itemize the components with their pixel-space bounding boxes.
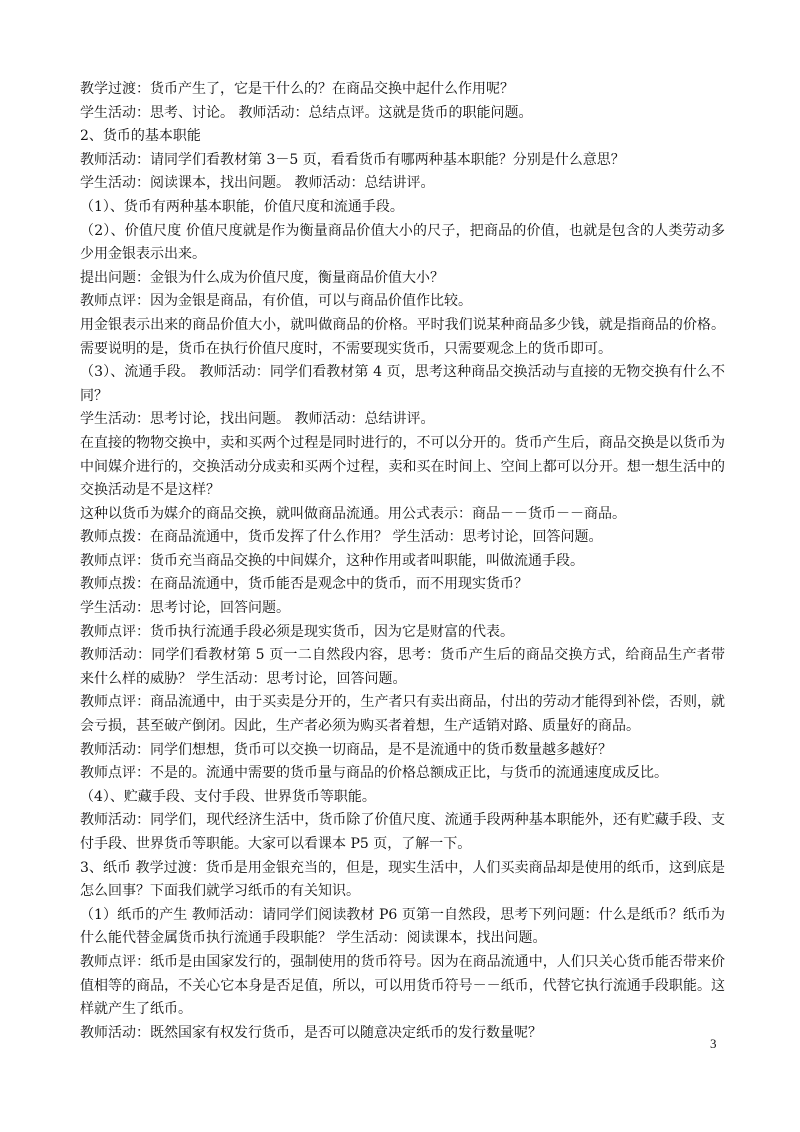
paragraph: 用金银表示出来的商品价值大小，就叫做商品的价格。平时我们说某种商品多少钱，就是指商品的价格。需要说明的是，货币在执行价值尺度时，不需要现实货币，只需要观念上的货币即可。 <box>80 316 725 357</box>
paragraph: 教师活动：既然国家有权发行货币，是否可以随意决定纸币的发行数量呢？ <box>80 1024 542 1041</box>
paragraph: 教师点拨：在商品流通中，货币能否是观念中的货币，而不用现实货币？ <box>80 576 528 593</box>
paragraph: （4）、贮藏手段、支付手段、世界货币等职能。 <box>80 788 376 805</box>
paragraph: （2）、价值尺度 价值尺度就是作为衡量商品价值大小的尺子，把商品的价值，也就是包含的人类劳动多少用金银表示出来。 <box>80 222 725 263</box>
paragraph: 教师点评：不是的。流通中需要的货币量与商品的价格总额成正比，与货币的流通速度成反比。 <box>80 765 668 782</box>
paragraph: 学生活动：阅读课本，找出问题。 教师活动：总结讲评。 <box>80 175 435 192</box>
paragraph: 教师活动：请同学们看教材第 3－5 页，看看货币有哪两种基本职能？分别是什么意思？ <box>80 151 625 168</box>
paragraph: （1）纸币的产生 教师活动：请同学们阅读教材 P6 页第一自然段，思考下列问题：什么是纸币？纸币为什么能代替金属货币执行流通手段职能？ 学生活动：阅读课本，找出问题。 <box>80 906 725 947</box>
paragraph: 在直接的物物交换中，卖和买两个过程是同时进行的，不可以分开的。货币产生后，商品交换是以货币为中间媒介进行的，交换活动分成卖和买两个过程，卖和买在时间上、空间上都可以分开。想一想生活中的交换活动是不是这样？ <box>80 434 725 499</box>
paragraph: 教师点评：纸币是由国家发行的，强制使用的货币符号。因为在商品流通中，人们只关心货币能否带来价值相等的商品，不关心它本身是否足值，所以，可以用货币符号－－纸币，代替它执行流通手段职能。这样就产生了纸币。 <box>80 953 725 1018</box>
paragraph: 学生活动：思考讨论，找出问题。 教师活动：总结讲评。 <box>80 411 435 428</box>
page-number: 3 <box>710 1036 717 1051</box>
document-body <box>80 78 725 1045</box>
paragraph: 教师点评：货币执行流通手段必须是现实货币，因为它是财富的代表。 <box>80 623 514 640</box>
paragraph: 教师点拨：在商品流通中，货币发挥了什么作用？ 学生活动：思考讨论，回答问题。 <box>80 529 603 546</box>
paragraph: 教学过渡：货币产生了，它是干什么的？在商品交换中起什么作用呢？ <box>80 81 514 97</box>
paragraph: 教师活动：同学们看教材第 5 页一二自然段内容，思考：货币产生后的商品交换方式，给商品生产者带来什么样的威胁？ 学生活动：思考讨论，回答问题。 <box>80 647 725 687</box>
paragraph: 教师点评：货币充当商品交换的中间媒介，这种作用或者叫职能，叫做流通手段。 <box>80 552 584 569</box>
paragraph: 这种以货币为媒介的商品交换，就叫做商品流通。用公式表示：商品－－货币－－商品。 <box>80 505 626 522</box>
section-heading: 3、纸币 教学过渡：货币是用金银充当的，但是，现实生活中，人们买卖商品却是使用的纸币，这到底是怎么回事？下面我们就学习纸币的有关知识。 <box>80 859 725 900</box>
paragraph: 教师点评：因为金银是商品，有价值，可以与商品价值作比较。 <box>80 293 472 310</box>
paragraph: 教师点评：商品流通中，由于买卖是分开的，生产者只有卖出商品，付出的劳动才能得到补偿，否则，就会亏损，甚至破产倒闭。因此，生产者必须为购买者着想，生产适销对路、质量好的商品。 <box>80 694 725 735</box>
paragraph: 教师活动：同学们，现代经济生活中，货币除了价值尺度、流通手段两种基本职能外，还有贮藏手段、支付手段、世界货币等职能。大家可以看课本 P5 页，了解一下。 <box>80 812 725 852</box>
paragraph: 教师活动：同学们想想，货币可以交换一切商品，是不是流通中的货币数量越多越好？ <box>80 741 612 758</box>
section-heading: 2、货币的基本职能 <box>80 128 201 145</box>
paragraph: （3）、流通手段。 教师活动：同学们看教材第 4 页，思考这种商品交换活动与直接的无物交换有什么不同？ <box>80 364 725 404</box>
paragraph: 提出问题：金银为什么成为价值尺度，衡量商品价值大小？ <box>80 269 444 286</box>
paragraph: （1）、货币有两种基本职能，价值尺度和流通手段。 <box>80 198 404 215</box>
paragraph: 学生活动：思考、讨论。 教师活动：总结点评。这就是货币的职能问题。 <box>80 104 533 121</box>
paragraph: 学生活动：思考讨论，回答问题。 <box>80 600 290 617</box>
